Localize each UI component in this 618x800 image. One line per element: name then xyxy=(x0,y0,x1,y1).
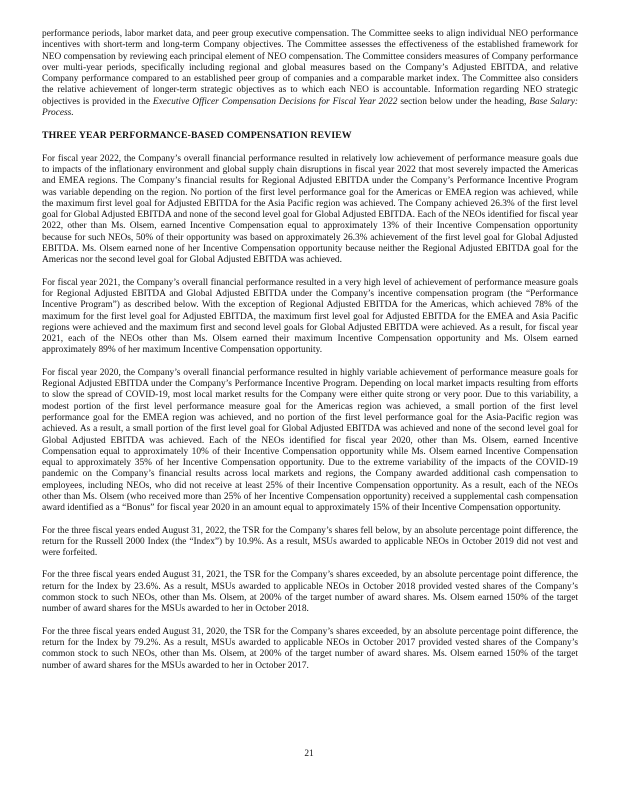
intro-paragraph-text-2: section below under the heading, xyxy=(397,96,530,107)
intro-italic-heading-reference: Base Salary: Process. xyxy=(42,96,578,119)
intro-paragraph xyxy=(42,29,578,119)
intro-italic-section-reference: Executive Officer Compensation Decisions for Fiscal Year 2022 xyxy=(152,96,398,107)
paragraph-fiscal-year-2022: For fiscal year 2022, the Company’s overall financial performance resulted in relatively low achievement of performance measure goals due to impacts of the inflationary environment and global supply chain disruptions in fiscal year 2022 that most severely impacted the Americas and EMEA regions. The Company’s financial results for Regional Adjusted EBITDA under the Company’s Performance Incentive Program was variable depending on the region. No portion of the first level performance goal for the Americas or EMEA region was achieved, while the maximum first level goal for Adjusted EBITDA for the Asia Pacific region was achieved. The Company achieved 26.3% of the first level goal for Global Adjusted EBITDA and none of the second level goal for Global Adjusted EBITDA. Each of the NEOs identified for fiscal year 2022, other than Ms. Olsem, earned Incentive Compensation equal to approximately 13% of their Incentive Compensation opportunity because for such NEOs, 50% of their opportunity was based on approximately 26.3% achievement of the first level goal for Global Adjusted EBITDA. Ms. Olsem earned none of her Incentive Compensation opportunity because neither the Regional Adjusted EBITDA goal for the Americas nor the second level goal for Global Adjusted EBITDA was achieved. xyxy=(42,153,578,266)
section-heading: THREE YEAR PERFORMANCE-BASED COMPENSATION REVIEW xyxy=(42,130,352,142)
paragraph-tsr-2021: For the three fiscal years ended August 31, 2021, the TSR for the Company’s shares exceeded, by an absolute percentage point difference, the return for the Index by 23.6%. As a result, MSUs awarded to applicable NEOs in October 2018 provided vested shares of the Company’s common stock to such NEOs, other than Ms. Olsem, at 200% of the target number of award shares. Ms. Olsem earned 150% of the target number of award shares for the MSUs awarded to her in October 2018. xyxy=(42,570,578,615)
paragraph-fiscal-year-2021: For fiscal year 2021, the Company’s overall financial performance resulted in a very high level of achievement of performance measure goals for Regional Adjusted EBITDA and Global Adjusted EBITDA under the Company’s incentive compensation program (the “Performance Incentive Program”) as described below. With the exception of Regional Adjusted EBITDA for the Americas, which achieved 78% of the maximum for the first level goal for Adjusted EBITDA, the maximum first level goal for Adjusted EBITDA for the EMEA and Asia Pacific regions were achieved and the maximum first and second level goals for Global Adjusted EBITDA were achieved. As a result, for fiscal year 2021, each of the NEOs other than Ms. Olsem earned their maximum Incentive Compensation opportunity and Ms. Olsem earned approximately 89% of her maximum Incentive Compensation opportunity. xyxy=(42,277,578,356)
paragraph-tsr-2020: For the three fiscal years ended August 31, 2020, the TSR for the Company’s shares exceeded, by an absolute percentage point difference, the return for the Index by 79.2%. As a result, MSUs awarded to applicable NEOs in October 2017 provided vested shares of the Company’s common stock to such NEOs, other than Ms. Olsem, at 200% of the target number of award shares. Ms. Olsem earned 150% of the target number of award shares for the MSUs awarded to her in October 2017. xyxy=(42,626,578,671)
paragraph-fiscal-year-2020: For fiscal year 2020, the Company’s overall financial performance resulted in highly variable achievement of performance measure goals for Regional Adjusted EBITDA under the Company’s Performance Incentive Program. Depending on local market impacts resulting from efforts to slow the spread of COVID-19, most local market results for the Company were either quite strong or very poor. Due to this variability, a modest portion of the first level performance measure goal for the Americas region was achieved, a small portion of the first level performance goal for the EMEA region was achieved, and no portion of the first level performance goal for the Asia-Pacific region was achieved. As a result, a small portion of the first level goal for Global Adjusted EBITDA was achieved and none of the second level goal for Global Adjusted EBITDA was achieved. Each of the NEOs identified for fiscal year 2020, other than Ms. Olsem, earned Incentive Compensation equal to approximately 10% of their Incentive Compensation opportunity while Ms. Olsem earned Incentive Compensation equal to approximately 35% of her Incentive Compensation opportunity. Due to the extreme variability of the impacts of the COVID-19 pandemic on the Company’s financial results across local markets and regions, the Company awarded additional cash compensation to employees, including NEOs, who did not receive at least 25% of their Incentive Compensation opportunity. As a result, each of the NEOs other than Ms. Olsem (who received more than 25% of her Incentive Compensation opportunity) received a supplemental cash compensation award identified as a “Bonus” for fiscal year 2020 in an amount equal to approximately 15% of their Incentive Compensation opportunity. xyxy=(42,367,578,514)
page-number: 21 xyxy=(304,749,314,759)
intro-paragraph-text: performance periods, labor market data, and peer group executive compensation. The Committee seeks to align individual NEO performance incentives with short-term and long-term Company objectives. The Committee assesses the effectiveness of the established framework for NEO compensation by reviewing each principal element of NEO compensation. The Committee considers measures of Company performance over multi-year periods, specifically including regional and global measures based on the Company’s Adjusted EBITDA, and relative Company performance compared to an established peer group of companies and a comparable market index. The Committee also considers the relative achievement of longer-term strategic objectives as to which each NEO is accountable. Information regarding NEO strategic objectives is provided in the xyxy=(42,29,578,107)
paragraph-tsr-2022: For the three fiscal years ended August 31, 2022, the TSR for the Company’s shares fell below, by an absolute percentage point difference, the return for the Russell 2000 Index (the “Index”) by 10.9%. As a result, MSUs awarded to applicable NEOs in October 2019 did not vest and were forfeited. xyxy=(42,525,578,559)
